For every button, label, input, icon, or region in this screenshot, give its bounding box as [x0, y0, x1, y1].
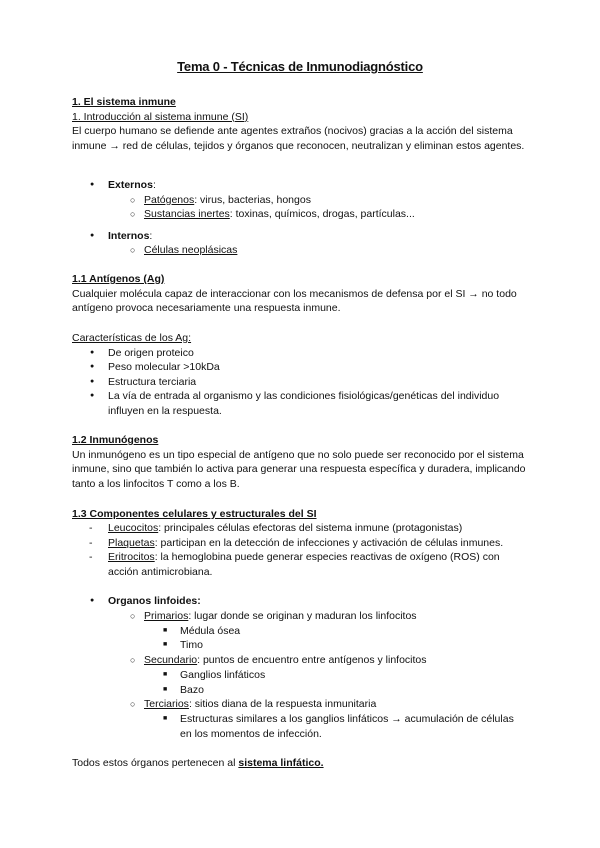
list-item-terciarios — [144, 697, 376, 712]
desc: : principales células efectoras del sistema inmune (protagonistas) — [158, 522, 463, 534]
list-item — [108, 536, 503, 551]
list-item — [144, 193, 311, 208]
term: Eritrocitos — [108, 551, 155, 563]
list-item-internos — [108, 229, 152, 244]
term: Sustancias inertes — [144, 208, 230, 220]
desc: : sitios diana de la respuesta inmunitaria — [188, 698, 377, 710]
chars-label: Características de los Ag: — [72, 332, 192, 344]
section-heading: 1. El sistema inmune — [72, 96, 176, 108]
list-item — [108, 521, 462, 536]
section-1-2 — [72, 433, 534, 491]
list-item: ● La vía de entrada al organismo y las condiciones fisiológicas/genéticas del individuo influyen en la respuesta. — [108, 389, 528, 418]
desc: : virus, bacterias, hongos — [194, 194, 311, 206]
paragraph: Un inmunógeno es un tipo especial de antígeno que no solo puede ser reconocido por el sistema inmune, sino que también lo activa para generar una respuesta específica y duradera, implicando tanto a los linfocitos T como a los B. — [72, 448, 526, 490]
footer-sentence — [72, 756, 534, 771]
term: Patógenos — [144, 194, 195, 206]
emphasis: sistema linfático. — [238, 757, 324, 769]
list-item: ● Estructura terciaria — [108, 375, 196, 390]
paragraph: Cualquier molécula capaz de interaccionar con los mecanismos de defensa por el SI → no todo antígeno provoca necesariamente una respuesta inmune. — [72, 287, 517, 314]
list-item-externos — [108, 178, 156, 193]
list-item: ■ Médula ósea — [180, 624, 240, 639]
section-1-1 — [72, 272, 534, 316]
list-item-secundario — [144, 653, 427, 668]
desc: : la hemoglobina puede generar especies reactivas de oxígeno (ROS) con acción antimicrobiana. — [108, 551, 500, 578]
desc: : lugar donde se originan y maduran los linfocitos — [188, 610, 417, 622]
subsection-heading: 1. Introducción al sistema inmune (SI) — [72, 110, 249, 123]
list-item: ● De origen proteico — [108, 346, 194, 361]
desc: : participan en la detección de infecciones y activación de células inmunes. — [154, 537, 504, 549]
section-1 — [72, 95, 534, 153]
desc: : puntos de encuentro entre antígenos y linfocitos — [197, 654, 427, 666]
list-item-primarios — [144, 609, 417, 624]
list-item: ■ Ganglios linfáticos — [180, 668, 265, 683]
colon: : — [152, 179, 156, 191]
list-item: ■ Estructuras similares a los ganglios linfáticos → acumulación de células en los momentos de infección. — [180, 712, 520, 741]
term: Plaquetas — [108, 537, 155, 549]
paragraph: El cuerpo humano se defiende ante agentes extraños (nocivos) gracias a la acción del sistema inmune → red de células, tejidos y órganos que reconocen, neutralizan y eliminan estos agentes. — [72, 125, 525, 152]
term: Secundario — [144, 654, 198, 666]
organs-label: ● Organos linfoides: — [108, 594, 201, 609]
list-item: ○ Células neoplásicas — [144, 243, 237, 258]
list-item: ● Peso molecular >10kDa — [108, 360, 220, 375]
list-item — [108, 550, 528, 579]
list-item: ■ Bazo — [180, 683, 204, 698]
text: Todos estos órganos pertenecen al — [72, 757, 239, 769]
colon: : — [149, 230, 153, 242]
section-heading: 1.3 Componentes celulares y estructurales del SI — [72, 508, 317, 520]
label: Externos — [108, 179, 153, 191]
list-item — [144, 207, 415, 222]
term: Terciarios — [144, 698, 189, 710]
page-title: Tema 0 - Técnicas de Inmunodiagnóstico — [177, 59, 423, 74]
section-heading: 1.1 Antígenos (Ag) — [72, 273, 165, 285]
term: Leucocitos — [108, 522, 159, 534]
list-item: ■ Timo — [180, 638, 203, 653]
term: Primarios — [144, 610, 189, 622]
label: Internos — [108, 230, 150, 242]
desc: : toxinas, químicos, drogas, partículas... — [229, 208, 415, 220]
section-heading: 1.2 Inmunógenos — [72, 434, 159, 446]
